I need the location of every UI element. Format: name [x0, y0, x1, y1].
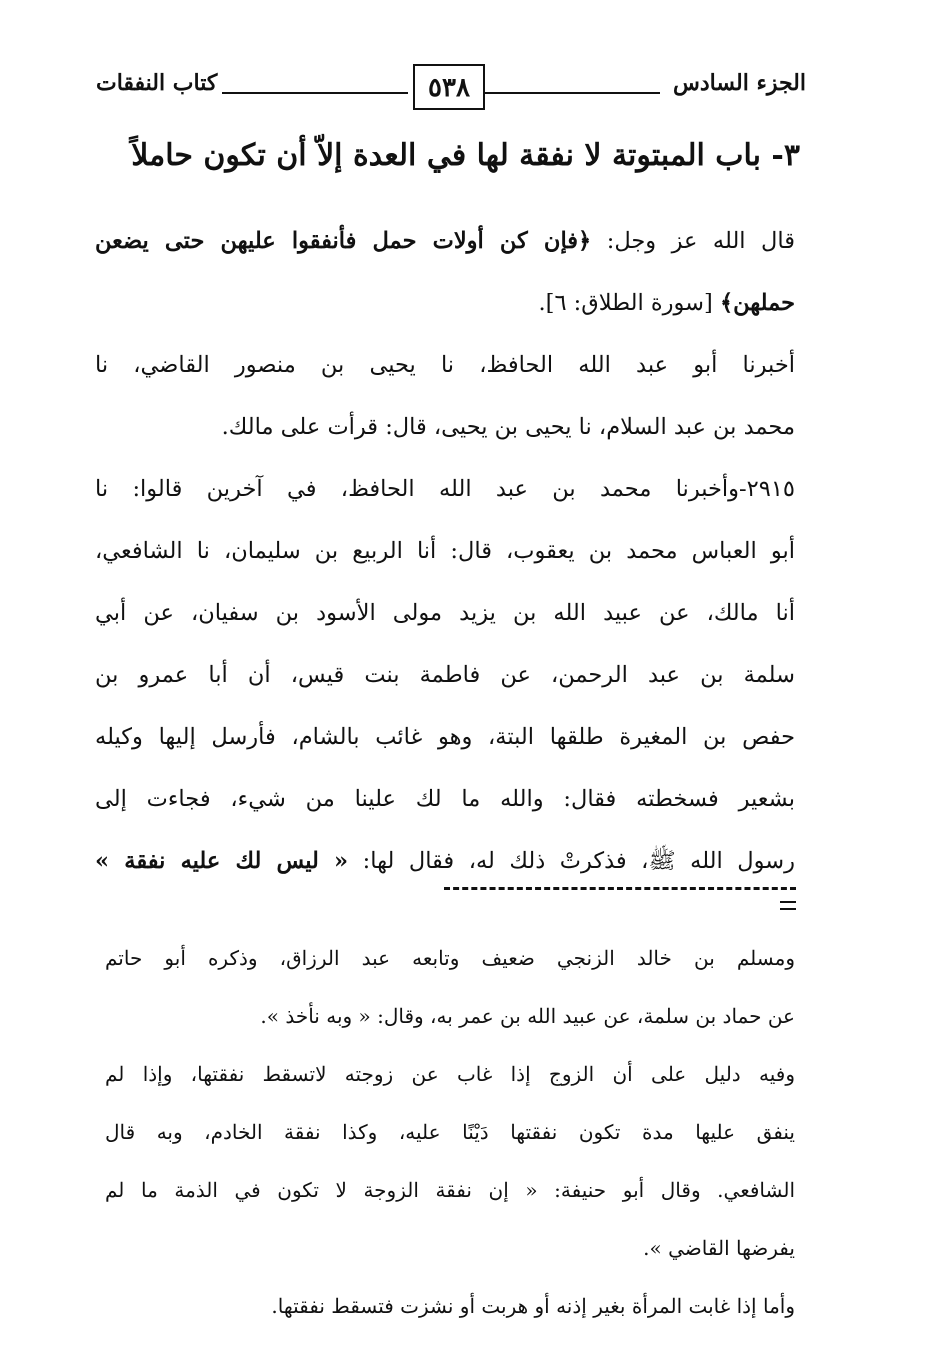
- footnote-line: ومسلم بن خالد الزنجي ضعيف وتابعه عبد الرزاق، وذكره أبو حاتم: [105, 946, 795, 970]
- page-number: ٥٣٨: [413, 64, 485, 110]
- body-line: سلمة بن عبد الرحمن، عن فاطمة بنت قيس، أن أبا عمرو بن: [95, 662, 795, 688]
- header-rule-right: [482, 92, 660, 94]
- body-line: بشعير فسخطته فقال: والله ما لك علينا من شيء، فجاءت إلى: [95, 786, 795, 812]
- verse-reference: [سورة الطلاق: ٦].: [538, 290, 713, 316]
- volume-label: الجزء السادس: [673, 70, 806, 96]
- chapter-title: ٣- باب المبتوتة لا نفقة لها في العدة إلاّ أن تكون حاملاً: [131, 138, 800, 173]
- main-text: [95, 210, 795, 892]
- verse-intro: قال الله عز وجل:: [606, 228, 795, 254]
- body-line: أخبرنا أبو عبد الله الحافظ، نا يحيى بن منصور القاضي، نا: [95, 352, 795, 378]
- body-line: ٢٩١٥-وأخبرنا محمد بن عبد الله الحافظ، في آخرين قالوا: نا: [95, 476, 795, 502]
- body-line: أنا مالك، عن عبيد الله بن يزيد مولى الأسود بن سفيان، عن أبي: [95, 600, 795, 626]
- footnotes: [105, 929, 795, 1335]
- running-header: [96, 60, 806, 110]
- footnote-line: وفيه دليل على أن الزوج إذا غاب عن زوجته لاتسقط نفقتها، وإذا لم: [105, 1062, 795, 1086]
- verse-line-2: [95, 272, 795, 334]
- book-title: كتاب النفقات: [96, 70, 218, 96]
- hadith-quote: « ليس لك عليه نفقة »: [95, 848, 349, 874]
- verse-text-1: ﴿فإن كن أولات حمل فأنفقوا عليهن حتى يضعن: [95, 228, 592, 254]
- dashed-rule: [444, 887, 796, 890]
- body-line: محمد بن عبد السلام، نا يحيى بن يحيى، قال: قرأت على مالك.: [221, 414, 795, 440]
- body-line-last: [95, 830, 795, 892]
- footnote-line: ينفق عليها مدة تكون نفقتها دَيْنًا عليه، وكذا نفقة الخادم، وبه قال: [105, 1120, 796, 1144]
- body-line: أبو العباس محمد بن يعقوب، قال: أنا الربيع بن سليمان، نا الشافعي،: [95, 538, 795, 564]
- footnote-line: الشافعي. وقال أبو حنيفة: « إن نفقة الزوجة لا تكون في الذمة ما لم: [105, 1178, 795, 1202]
- body-line: حفص بن المغيرة طلقها البتة، وهو غائب بالشام، فأرسل إليها وكيله: [95, 724, 795, 750]
- header-rule-left: [222, 92, 408, 94]
- continuation-mark: [780, 901, 796, 915]
- verse-text-2: حملهن﴾: [719, 290, 795, 316]
- verse-line-1: [95, 210, 795, 272]
- footnote-line: عن حماد بن سلمة، عن عبيد الله بن عمر به، وقال: « وبه نأخذ ».: [260, 1004, 795, 1028]
- footnote-line: يفرضها القاضي ».: [643, 1236, 795, 1260]
- body-line-text: رسول الله ﷺ، فذكرتْ ذلك له، فقال لها:: [362, 848, 795, 874]
- footnote-line: وأما إذا غابت المرأة بغير إذنه أو هربت أو نشزت فتسقط نفقتها.: [271, 1294, 795, 1318]
